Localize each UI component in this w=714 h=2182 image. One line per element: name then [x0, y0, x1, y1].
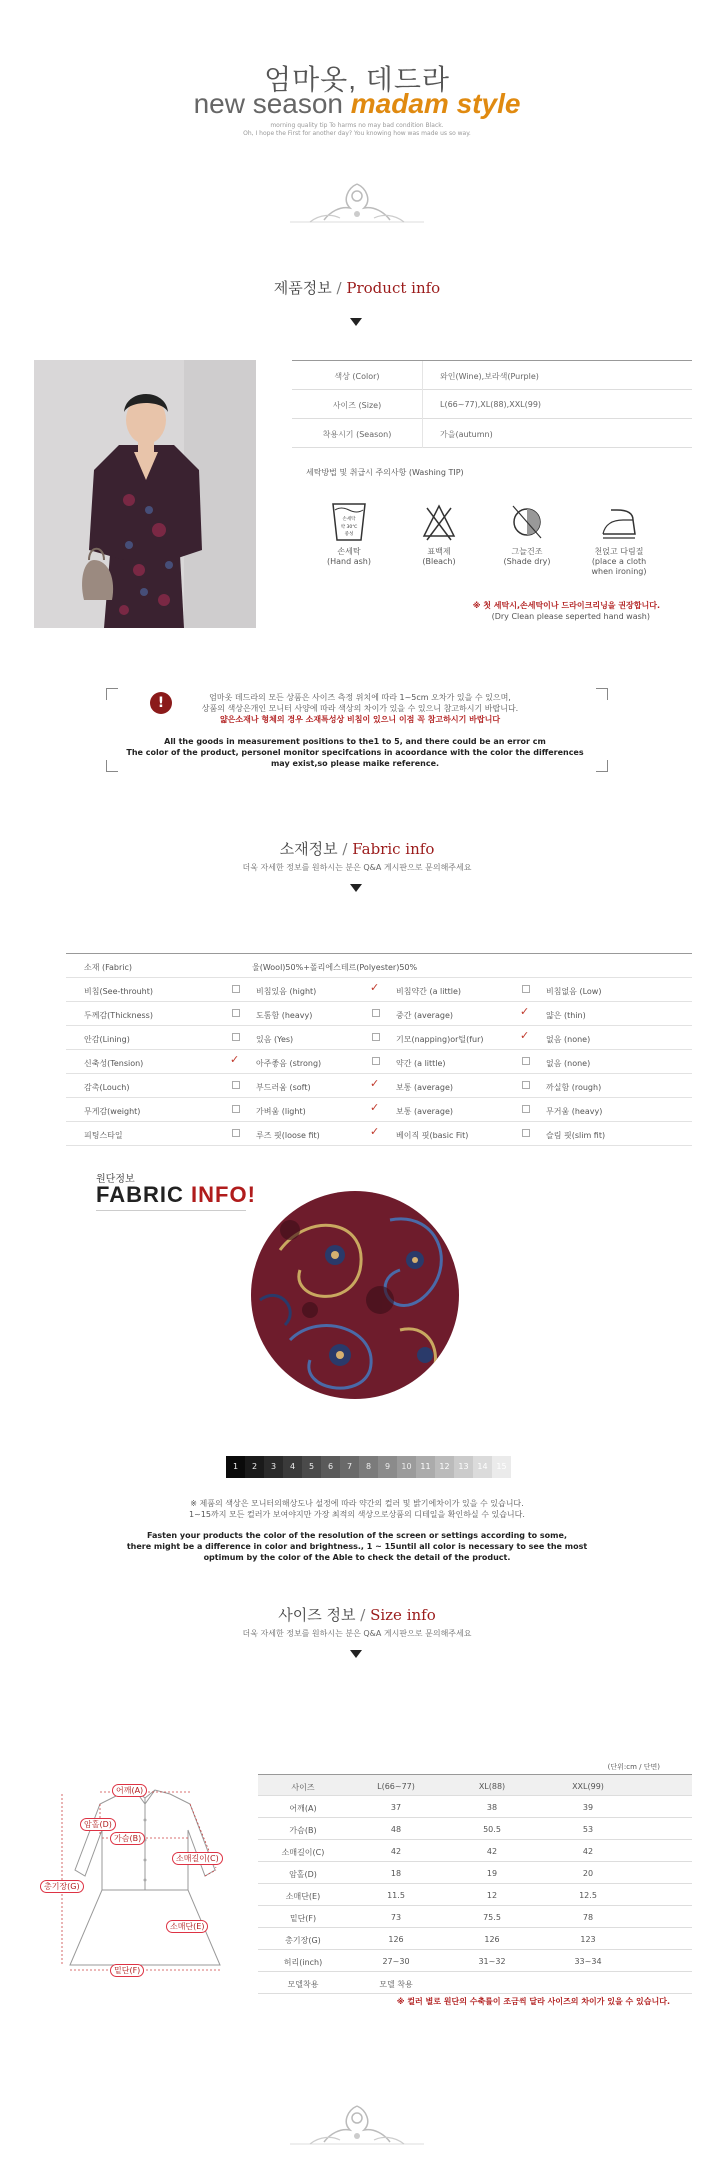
- ornament-divider: [290, 2100, 424, 2150]
- checkbox-icon: [232, 985, 240, 993]
- header-title-plain: new season: [193, 88, 343, 119]
- notice-line: may exist,so please maike reference.: [270, 759, 440, 768]
- size-info-title: [0, 1604, 714, 1625]
- row-key: 안감(Lining): [84, 1035, 130, 1044]
- checkbox-icon: [522, 1057, 530, 1065]
- checkmark-icon: ✓: [370, 981, 380, 994]
- section-title-en: Fabric info: [352, 840, 435, 858]
- size-sub-note: 더욱 자세한 정보를 원하시는 분은 Q&A 게시판으로 문의해주세요: [242, 1629, 472, 1638]
- size-table-row: [258, 1906, 692, 1928]
- size-table: [258, 1774, 692, 1994]
- wash-item-bleach: [414, 500, 464, 567]
- size-cell: 38: [486, 1803, 498, 1812]
- tub-text: 중성: [344, 532, 354, 537]
- size-cell: 33~34: [574, 1957, 602, 1966]
- row-key: 감촉(Louch): [84, 1083, 130, 1092]
- fabric-big-label: [96, 1182, 256, 1208]
- fabric-big-text: FABRIC: [96, 1182, 184, 1207]
- size-cell: 31~32: [478, 1957, 506, 1966]
- diagram-label-f: 밑단(F): [110, 1964, 144, 1977]
- option-label: 가벼움 (light): [256, 1107, 306, 1116]
- wash-label: 손세탁: [337, 547, 361, 556]
- exclamation-icon: !: [150, 692, 172, 714]
- color-scale-swatch: 1: [226, 1456, 245, 1478]
- checkbox-icon: [232, 1033, 240, 1041]
- color-note-line: 1~15까지 모든 컬러가 보여야지만 가장 최적의 색상으로상품의 디테일을 확인하실 수 있습니다.: [189, 1510, 525, 1519]
- fabric-attribute-row: [66, 1026, 692, 1050]
- wash-label: when ironing): [591, 567, 647, 576]
- diagram-label-c: 소매길이(C): [172, 1852, 223, 1865]
- notice-ko: [180, 692, 540, 725]
- option-label: 없음 (none): [546, 1035, 591, 1044]
- checkbox-icon: [372, 1033, 380, 1041]
- checkmark-icon: ✓: [520, 1029, 530, 1042]
- fabric-small-label: 원단정보: [96, 1174, 135, 1185]
- size-header-cell: L(66~77): [377, 1782, 415, 1791]
- header-title-style: madam style: [350, 88, 521, 119]
- fabric-attribute-row: [66, 1002, 692, 1026]
- checkbox-icon: [522, 1081, 530, 1089]
- size-cell: 허리(inch): [283, 1958, 323, 1967]
- notice-line: 엄마옷 데드라의 모든 상품은 사이즈 측정 위치에 따라 1~5cm 오차가 있을 수 있으며,: [209, 693, 511, 702]
- option-label: 보통 (average): [396, 1107, 453, 1116]
- size-cell: 53: [582, 1825, 594, 1834]
- fabric-attribute-row: [66, 1050, 692, 1074]
- ornament-divider: [290, 178, 424, 228]
- bleach-icon: [421, 500, 457, 544]
- row-value: 와인(Wine),보라색(Purple): [440, 372, 539, 381]
- color-scale-swatch: 7: [340, 1456, 359, 1478]
- row-key: 두께감(Thickness): [84, 1011, 153, 1020]
- section-title-ko: 사이즈 정보: [278, 1606, 356, 1624]
- header-title-ko: 엄마옷, 데드라: [264, 64, 450, 95]
- header-subtitle-line: Oh, I hope the First for another day? You knowing how was made us so way.: [243, 130, 471, 137]
- notice-line: All the goods in measurement positions to the1 to 5, and there could be an error cm: [164, 737, 546, 746]
- diagram-label-e: 소매단(E): [166, 1920, 208, 1933]
- wash-label: (place a cloth: [591, 557, 647, 566]
- fabric-attribute-rows: [66, 978, 692, 1146]
- size-table-header: [258, 1774, 692, 1796]
- title-slash: /: [342, 840, 348, 858]
- section-title-en: Product info: [346, 279, 441, 297]
- size-cell: 48: [390, 1825, 402, 1834]
- wash-label: (Bleach): [422, 557, 456, 566]
- row-key: 비침(See-throuht): [84, 987, 153, 996]
- option-label: 없음 (none): [546, 1059, 591, 1068]
- fabric-attribute-row: [66, 1098, 692, 1122]
- fabric-label-underline: [96, 1210, 246, 1211]
- checkbox-icon: [372, 1009, 380, 1017]
- color-note-line: optimum by the color of the Able to check the detail of the product.: [203, 1553, 511, 1562]
- size-cell: 18: [390, 1869, 402, 1878]
- size-cell: 126: [388, 1935, 404, 1944]
- hand-wash-icon: [331, 500, 367, 544]
- color-note-line: Fasten your products the color of the resolution of the screen or settings according to some,: [147, 1531, 567, 1540]
- checkmark-icon: ✓: [370, 1125, 380, 1138]
- fabric-info-title: [0, 838, 714, 859]
- size-cell: 50.5: [483, 1825, 501, 1834]
- wash-label: 천얹고 다림질: [594, 547, 644, 556]
- size-header-cell: XXL(99): [572, 1782, 604, 1791]
- checkbox-icon: [372, 1057, 380, 1065]
- row-value: 가을(autumn): [440, 430, 493, 439]
- checkmark-icon: ✓: [230, 1053, 240, 1066]
- down-arrow-icon: [350, 318, 362, 326]
- fabric-material-row: [66, 954, 692, 978]
- size-cell: 39: [582, 1803, 594, 1812]
- option-label: 까실함 (rough): [546, 1083, 602, 1092]
- color-scale-swatch: 10: [397, 1456, 416, 1478]
- notice-line: The color of the product, personel monitor specifcations in acoordance with the color the differences: [126, 748, 584, 757]
- color-scale-swatch: 6: [321, 1456, 340, 1478]
- size-header-cell: 사이즈: [291, 1783, 315, 1792]
- tub-text: 손세탁: [342, 517, 356, 522]
- option-label: 중간 (average): [396, 1011, 453, 1020]
- row-key: 사이즈 (Size): [332, 401, 382, 410]
- product-info-row: [292, 419, 692, 448]
- size-table-row: [258, 1840, 692, 1862]
- fabric-attribute-row: [66, 1074, 692, 1098]
- color-scale-swatch: 15: [492, 1456, 511, 1478]
- row-value: L(66~77),XL(88),XXL(99): [440, 400, 542, 409]
- color-note-line: ※ 제품의 색상은 모니터의해상도나 설정에 따라 약간의 컬러 및 밝기에차이가 있을 수 있습니다.: [190, 1499, 524, 1508]
- size-table-row: [258, 1950, 692, 1972]
- row-value: 울(Wool)50%+폴리에스테르(Polyester)50%: [252, 963, 418, 972]
- size-unit: (단위:cm / 단면): [607, 1763, 660, 1771]
- wash-item-ironing: [586, 500, 652, 577]
- color-scale-swatch: 12: [435, 1456, 454, 1478]
- checkmark-icon: ✓: [370, 1101, 380, 1114]
- size-cell: 78: [582, 1913, 594, 1922]
- option-label: 얇은 (thin): [546, 1011, 586, 1020]
- option-label: 부드러움 (soft): [256, 1083, 311, 1092]
- size-cell: 어깨(A): [289, 1804, 317, 1813]
- color-scale-swatch: 13: [454, 1456, 473, 1478]
- color-scale-swatch: 8: [359, 1456, 378, 1478]
- washing-title: 세탁방법 및 취급시 주의사항 (Washing TIP): [306, 468, 464, 477]
- fabric-table: [66, 953, 692, 1146]
- header-subtitle: [0, 122, 714, 138]
- tub-text: 약 30℃: [340, 525, 358, 530]
- size-header-cell: XL(88): [478, 1782, 506, 1791]
- size-cell: 42: [582, 1847, 594, 1856]
- size-cell: 모델 착용: [379, 1980, 413, 1989]
- product-info-row: [292, 361, 692, 390]
- row-key: 무게감(weight): [84, 1107, 141, 1116]
- size-note: ※ 컬러 별로 원단의 수축률이 조금씩 달라 사이즈의 차이가 있을 수 있습니다.: [396, 1997, 670, 2006]
- color-scale-swatch: 5: [302, 1456, 321, 1478]
- wash-note-en: (Dry Clean please seperted hand wash): [491, 612, 650, 621]
- color-scale-swatch: 9: [378, 1456, 397, 1478]
- title-slash: /: [360, 1606, 366, 1624]
- size-cell: 12: [486, 1891, 498, 1900]
- size-table-body: [258, 1796, 692, 1994]
- diagram-label-g: 총기장(G): [40, 1880, 84, 1893]
- option-label: 약간 (a little): [396, 1059, 446, 1068]
- option-label: 보통 (average): [396, 1083, 453, 1092]
- shade-dry-icon: [509, 500, 545, 544]
- color-note-line: there might be a difference in color and brightness., 1 ~ 15until all color is necessary to see the most: [126, 1542, 588, 1551]
- size-table-row: [258, 1972, 692, 1994]
- size-table-row: [258, 1928, 692, 1950]
- color-scale-swatch: 4: [283, 1456, 302, 1478]
- checkbox-icon: [232, 1105, 240, 1113]
- row-separator: [422, 390, 423, 419]
- size-table-row: [258, 1818, 692, 1840]
- checkbox-icon: [232, 1129, 240, 1137]
- color-scale-swatch: 2: [245, 1456, 264, 1478]
- wash-label: (Hand ash): [327, 557, 371, 566]
- title-slash: /: [336, 279, 342, 297]
- wash-label: 그늘건조: [511, 547, 543, 556]
- wash-item-hand: [324, 500, 374, 567]
- wash-item-shade: [502, 500, 552, 567]
- size-cell: 19: [486, 1869, 498, 1878]
- down-arrow-icon: [350, 884, 362, 892]
- ironing-icon: [599, 500, 639, 544]
- size-cell: 총기장(G): [285, 1936, 321, 1945]
- row-separator: [422, 419, 423, 448]
- size-cell: 42: [390, 1847, 402, 1856]
- diagram-label-a: 어깨(A): [112, 1784, 147, 1797]
- size-table-row: [258, 1862, 692, 1884]
- size-cell: 126: [484, 1935, 500, 1944]
- option-label: 비침없음 (Low): [546, 987, 602, 996]
- option-label: 무거움 (heavy): [546, 1107, 603, 1116]
- size-cell: 37: [390, 1803, 402, 1812]
- checkbox-icon: [522, 1105, 530, 1113]
- option-label: 슬림 핏(slim fit): [546, 1131, 606, 1140]
- fabric-sub-note: 더욱 자세한 정보를 원하시는 분은 Q&A 게시판으로 문의해주세요: [242, 863, 472, 872]
- section-title-ko: 소재정보: [279, 840, 338, 858]
- color-scale: [226, 1456, 511, 1478]
- size-cell: 12.5: [579, 1891, 597, 1900]
- size-cell: 27~30: [382, 1957, 410, 1966]
- option-label: 비침약간 (a little): [396, 987, 462, 996]
- size-table-row: [258, 1884, 692, 1906]
- row-key: 색상 (Color): [334, 372, 380, 381]
- fabric-attribute-row: [66, 1122, 692, 1146]
- color-scale-swatch: 14: [473, 1456, 492, 1478]
- fabric-swatch-image: [250, 1190, 460, 1400]
- option-label: 기모(napping)or털(fur): [396, 1035, 484, 1044]
- size-cell: 가슴(B): [289, 1826, 317, 1835]
- product-model-photo: [34, 360, 256, 628]
- row-key: 피팅스타일: [84, 1131, 123, 1140]
- notice-line: 상품의 색상은개인 모니터 사양에 따라 색상의 차이가 있을 수 있으니 참고하시기 바랍니다.: [201, 704, 519, 713]
- checkbox-icon: [232, 1009, 240, 1017]
- bracket-corner: [106, 688, 118, 700]
- fabric-attribute-row: [66, 978, 692, 1002]
- size-cell: 소매길이(C): [281, 1848, 325, 1857]
- size-cell: 42: [486, 1847, 498, 1856]
- option-label: 비침있음 (hight): [256, 987, 317, 996]
- bracket-corner: [596, 688, 608, 700]
- color-note-ko: [100, 1498, 614, 1520]
- section-title-en: Size info: [370, 1606, 436, 1624]
- notice-en: [110, 736, 600, 769]
- row-key: 소재 (Fabric): [84, 963, 132, 972]
- section-title-ko: 제품정보: [273, 279, 332, 297]
- row-key: 신축성(Tension): [84, 1059, 144, 1068]
- row-separator: [422, 361, 423, 390]
- color-scale-swatch: 3: [264, 1456, 283, 1478]
- header-title-en: [0, 88, 714, 120]
- wash-note-ko: ※ 첫 세탁시,손세탁이나 드라이크리닝을 권장합니다.: [472, 601, 660, 610]
- diagram-label-b: 가슴(B): [110, 1832, 145, 1845]
- size-cell: 123: [580, 1935, 596, 1944]
- size-cell: 모델착용: [287, 1980, 319, 1989]
- option-label: 루즈 핏(loose fit): [256, 1131, 320, 1140]
- size-cell: 73: [390, 1913, 402, 1922]
- wash-label: 표백제: [427, 547, 451, 556]
- checkbox-icon: [522, 985, 530, 993]
- size-cell: 암홀(D): [289, 1870, 317, 1879]
- product-info-row: [292, 390, 692, 419]
- down-arrow-icon: [350, 1650, 362, 1658]
- option-label: 베이직 핏(basic Fit): [396, 1131, 469, 1140]
- diagram-label-d: 암홀(D): [80, 1818, 116, 1831]
- checkbox-icon: [232, 1081, 240, 1089]
- row-key: 착용시기 (Season): [322, 430, 392, 439]
- checkmark-icon: ✓: [520, 1005, 530, 1018]
- size-cell: 밑단(F): [289, 1914, 317, 1923]
- checkmark-icon: ✓: [370, 1077, 380, 1090]
- size-cell: 75.5: [483, 1913, 501, 1922]
- header-subtitle-line: morning quality tip To harms no may bad condition Black.: [270, 122, 444, 129]
- color-scale-swatch: 11: [416, 1456, 435, 1478]
- size-cell: 20: [582, 1869, 594, 1878]
- size-cell: 11.5: [387, 1891, 405, 1900]
- fabric-big-text-accent: INFO!: [191, 1182, 256, 1207]
- checkbox-icon: [522, 1129, 530, 1137]
- option-label: 아주좋음 (strong): [256, 1059, 322, 1068]
- option-label: 도톰함 (heavy): [256, 1011, 313, 1020]
- size-cell: 소매단(E): [285, 1892, 321, 1901]
- product-info-title: [0, 277, 714, 298]
- color-note-en: [100, 1530, 614, 1563]
- size-table-row: [258, 1796, 692, 1818]
- option-label: 있음 (Yes): [256, 1035, 294, 1044]
- notice-line-emphasis: 얇은소재나 형체의 경우 소재특성상 비침이 있으니 이점 꼭 참고하시기 바랍니다: [219, 715, 501, 724]
- wash-label: (Shade dry): [503, 557, 551, 566]
